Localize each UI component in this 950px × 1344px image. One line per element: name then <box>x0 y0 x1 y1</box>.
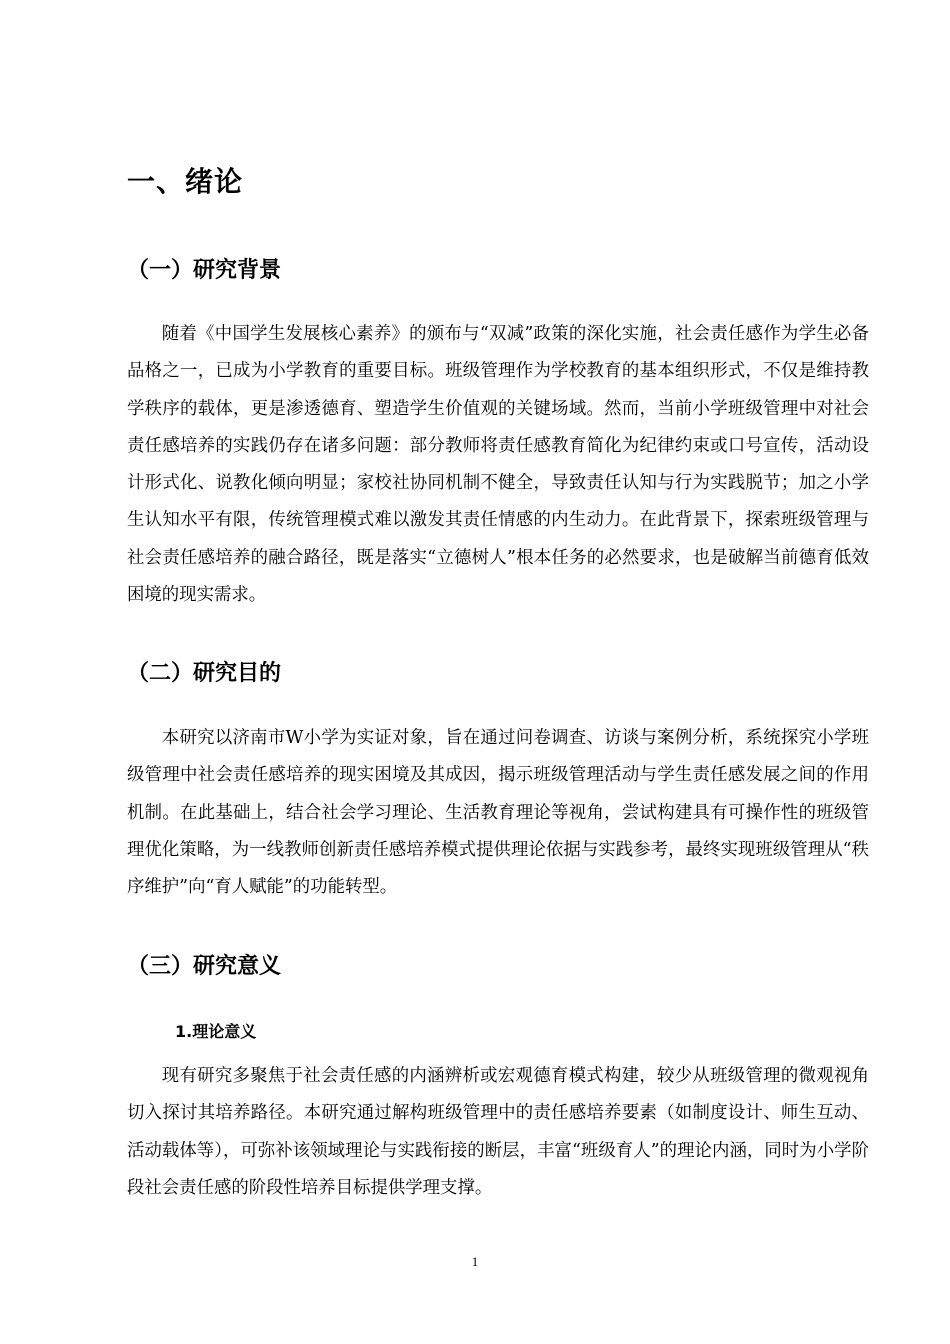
section-heading-background: （一）研究背景 <box>127 258 282 283</box>
page-number: 1 <box>471 1254 479 1269</box>
section-heading-purpose: （二）研究目的 <box>127 661 282 686</box>
subsection-heading-theory: 1.理论意义 <box>175 1022 257 1041</box>
paragraph-theory: 现有研究多聚焦于社会责任感的内涵辨析或宏观德育模式构建，较少从班级管理的微观视角切入探讨其培养路径。本研究通过解构班级管理中的责任感培养要素（如制度设计、师生互动、活动载体等），可弥补该领域理论与实践衔接的断层，丰富“班级育人”的理论内涵，同时为小学阶段社会责任感的阶段性培养目标提供学理支撑。 <box>127 1066 869 1198</box>
paragraph-background: 随着《中国学生发展核心素养》的颁布与“双减”政策的深化实施，社会责任感作为学生必备品格之一，已成为小学教育的重要目标。班级管理作为学校教育的基本组织形式，不仅是维持教学秩序的载体，更是渗透德育、塑造学生价值观的关键场域。然而，当前小学班级管理中对社会责任感培养的实践仍存在诸多问题：部分教师将责任感教育简化为纪律约束或口号宣传，活动设计形式化、说教化倾向明显；家校社协同机制不健全，导致责任认知与行为实践脱节；加之小学生认知水平有限，传统管理模式难以激发其责任情感的内生动力。在此背景下，探索班级管理与社会责任感培养的融合路径，既是落实“立德树人”根本任务的必然要求，也是破解当前德育低效困境的现实需求。 <box>127 324 869 606</box>
chapter-title: 一、绪论 <box>127 165 244 198</box>
section-heading-significance: （三）研究意义 <box>127 954 282 979</box>
paragraph-purpose: 本研究以济南市W小学为实证对象，旨在通过问卷调查、访谈与案例分析，系统探究小学班级管理中社会责任感培养的现实困境及其成因，揭示班级管理活动与学生责任感发展之间的作用机制。在此基础上，结合社会学习理论、生活教育理论等视角，尝试构建具有可操作性的班级管理优化策略，为一线教师创新责任感培养模式提供理论依据与实践参考，最终实现班级管理从“秩序维护”向“育人赋能”的功能转型。 <box>127 728 869 898</box>
